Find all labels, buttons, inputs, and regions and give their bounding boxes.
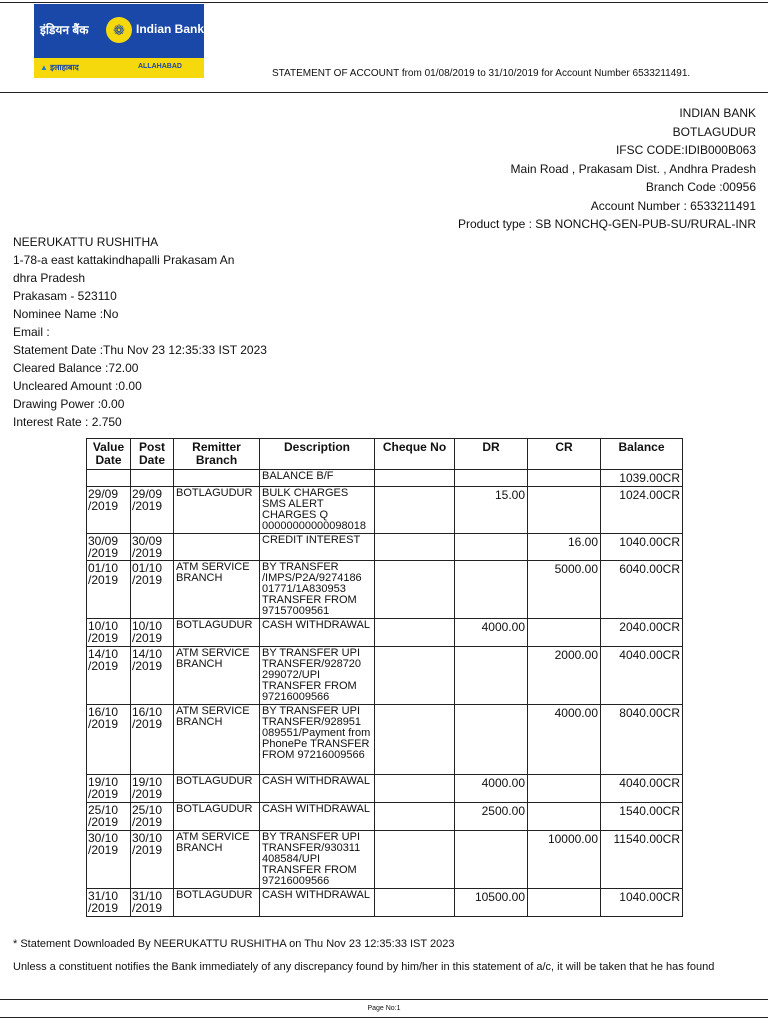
- dr-cell: [455, 470, 528, 487]
- description-cell: BY TRANSFER UPI TRANSFER/928951 089551/Payment from PhonePe TRANSFER FROM 97216009566: [260, 705, 375, 775]
- cheque-no-cell: [375, 561, 455, 619]
- remitter-branch-cell: [174, 470, 260, 487]
- value-date-cell: 30/09 /2019: [87, 534, 131, 561]
- dr-cell: 2500.00: [455, 803, 528, 831]
- cheque-no-cell: [375, 889, 455, 917]
- description-cell: BY TRANSFER UPI TRANSFER/930311 408584/UPI TRANSFER FROM 97216009566: [260, 831, 375, 889]
- remitter-branch-cell: ATM SERVICE BRANCH: [174, 647, 260, 705]
- account-number: Account Number : 6533211491: [590, 198, 756, 213]
- dr-cell: [455, 831, 528, 889]
- bank-details: [458, 104, 756, 234]
- header-description: Description: [260, 439, 375, 470]
- indian-bank-logo: [34, 4, 204, 78]
- customer-name: NEERUKATTU RUSHITHA: [13, 235, 159, 249]
- cheque-no-cell: [375, 705, 455, 775]
- dr-cell: 4000.00: [455, 775, 528, 803]
- remitter-branch-cell: BOTLAGUDUR: [174, 487, 260, 534]
- table-row: [87, 470, 683, 487]
- logo-allahabad-hindi: ▲ इलाहाबाद: [40, 63, 79, 72]
- header-cheque-no: Cheque No: [375, 439, 455, 470]
- logo-hindi-name: इंडियन बैंक: [40, 23, 89, 37]
- value-date-cell: 29/09 /2019: [87, 487, 131, 534]
- table-row: [87, 775, 683, 803]
- value-date-cell: 30/10 /2019: [87, 831, 131, 889]
- bank-branch: BOTLAGUDUR: [672, 124, 756, 139]
- value-date-cell: 10/10 /2019: [87, 619, 131, 647]
- dr-cell: [455, 647, 528, 705]
- cleared-balance: Cleared Balance :72.00: [13, 361, 139, 375]
- balance-cell: 4040.00CR: [601, 775, 683, 803]
- description-cell: BALANCE B/F: [260, 470, 375, 487]
- post-date-cell: 10/10 /2019: [131, 619, 174, 647]
- bank-emblem-icon: ❁: [106, 17, 132, 43]
- post-date-cell: [131, 470, 174, 487]
- dr-cell: [455, 561, 528, 619]
- cheque-no-cell: [375, 470, 455, 487]
- table-row: [87, 889, 683, 917]
- logo-allahabad-english: ALLAHABAD: [138, 63, 182, 70]
- table-row: [87, 647, 683, 705]
- post-date-cell: 16/10 /2019: [131, 705, 174, 775]
- balance-cell: 4040.00CR: [601, 647, 683, 705]
- remitter-branch-cell: [174, 534, 260, 561]
- customer-details: [13, 233, 267, 431]
- dr-cell: 4000.00: [455, 619, 528, 647]
- table-row: [87, 534, 683, 561]
- remitter-branch-cell: ATM SERVICE BRANCH: [174, 561, 260, 619]
- remitter-branch-cell: BOTLAGUDUR: [174, 619, 260, 647]
- transactions-table: [86, 438, 683, 917]
- balance-cell: 8040.00CR: [601, 705, 683, 775]
- balance-cell: 1039.00CR: [601, 470, 683, 487]
- header-rule: [0, 92, 768, 93]
- logo-english-name: Indian Bank: [136, 22, 204, 36]
- header-dr: DR: [455, 439, 528, 470]
- download-footnote: * Statement Downloaded By NEERUKATTU RUSHITHA on Thu Nov 23 12:35:33 IST 2023: [13, 938, 455, 950]
- header-post-date: Post Date: [131, 439, 174, 470]
- post-date-cell: 29/09 /2019: [131, 487, 174, 534]
- customer-city: Prakasam - 523110: [13, 289, 117, 303]
- balance-cell: 2040.00CR: [601, 619, 683, 647]
- value-date-cell: 01/10 /2019: [87, 561, 131, 619]
- description-cell: CREDIT INTEREST: [260, 534, 375, 561]
- remitter-branch-cell: BOTLAGUDUR: [174, 775, 260, 803]
- value-date-cell: 19/10 /2019: [87, 775, 131, 803]
- balance-cell: 1540.00CR: [601, 803, 683, 831]
- table-row: [87, 803, 683, 831]
- transactions-body: [87, 470, 683, 917]
- description-cell: CASH WITHDRAWAL: [260, 889, 375, 917]
- description-cell: CASH WITHDRAWAL: [260, 619, 375, 647]
- post-date-cell: 01/10 /2019: [131, 561, 174, 619]
- top-rule: [0, 2, 768, 3]
- cheque-no-cell: [375, 803, 455, 831]
- triangle-icon: ▲: [40, 63, 48, 72]
- page-number: Page No:1: [367, 1005, 401, 1012]
- post-date-cell: 30/10 /2019: [131, 831, 174, 889]
- cheque-no-cell: [375, 534, 455, 561]
- cheque-no-cell: [375, 831, 455, 889]
- cr-cell: 4000.00: [528, 705, 601, 775]
- table-header-row: [87, 439, 683, 470]
- value-date-cell: 25/10 /2019: [87, 803, 131, 831]
- cheque-no-cell: [375, 487, 455, 534]
- table-row: [87, 705, 683, 775]
- dr-cell: 15.00: [455, 487, 528, 534]
- customer-email: Email :: [13, 325, 50, 339]
- cr-cell: [528, 775, 601, 803]
- header-cr: CR: [528, 439, 601, 470]
- nominee-name: Nominee Name :No: [13, 307, 119, 321]
- header-value-date: Value Date: [87, 439, 131, 470]
- dr-cell: 10500.00: [455, 889, 528, 917]
- remitter-branch-cell: ATM SERVICE BRANCH: [174, 705, 260, 775]
- dr-cell: [455, 534, 528, 561]
- balance-cell: 1040.00CR: [601, 534, 683, 561]
- drawing-power: Drawing Power :0.00: [13, 397, 125, 411]
- table-row: [87, 619, 683, 647]
- balance-cell: 6040.00CR: [601, 561, 683, 619]
- product-type: Product type : SB NONCHQ-GEN-PUB-SU/RURAL-INR: [457, 217, 756, 231]
- bottom-rule: [0, 1017, 768, 1018]
- description-cell: BY TRANSFER UPI TRANSFER/928720 299072/UPI TRANSFER FROM 97216009566: [260, 647, 375, 705]
- cheque-no-cell: [375, 619, 455, 647]
- cr-cell: [528, 803, 601, 831]
- value-date-cell: 14/10 /2019: [87, 647, 131, 705]
- post-date-cell: 31/10 /2019: [131, 889, 174, 917]
- customer-address-line1: 1-78-a east kattakindhapalli Prakasam An: [13, 253, 235, 267]
- cr-cell: 10000.00: [528, 831, 601, 889]
- description-cell: BY TRANSFER /IMPS/P2A/9274186 01771/1A830953 TRANSFER FROM 97157009561: [260, 561, 375, 619]
- table-row: [87, 561, 683, 619]
- header-balance: Balance: [601, 439, 683, 470]
- table-row: [87, 831, 683, 889]
- cheque-no-cell: [375, 647, 455, 705]
- balance-cell: 1024.00CR: [601, 487, 683, 534]
- value-date-cell: [87, 470, 131, 487]
- statement-date: Statement Date :Thu Nov 23 12:35:33 IST 2023: [13, 343, 267, 357]
- description-cell: CASH WITHDRAWAL: [260, 775, 375, 803]
- cr-cell: [528, 889, 601, 917]
- cr-cell: 2000.00: [528, 647, 601, 705]
- dr-cell: [455, 705, 528, 775]
- cheque-no-cell: [375, 775, 455, 803]
- description-cell: CASH WITHDRAWAL: [260, 803, 375, 831]
- remitter-branch-cell: ATM SERVICE BRANCH: [174, 831, 260, 889]
- interest-rate: Interest Rate : 2.750: [13, 415, 122, 429]
- cr-cell: [528, 619, 601, 647]
- value-date-cell: 16/10 /2019: [87, 705, 131, 775]
- cr-cell: 16.00: [528, 534, 601, 561]
- remitter-branch-cell: BOTLAGUDUR: [174, 803, 260, 831]
- statement-title: STATEMENT OF ACCOUNT from 01/08/2019 to 31/10/2019 for Account Number 6533211491.: [272, 68, 691, 79]
- post-date-cell: 30/09 /2019: [131, 534, 174, 561]
- post-date-cell: 19/10 /2019: [131, 775, 174, 803]
- customer-address-line2: dhra Pradesh: [13, 271, 86, 285]
- table-row: [87, 487, 683, 534]
- uncleared-amount: Uncleared Amount :0.00: [13, 379, 142, 393]
- cr-cell: [528, 487, 601, 534]
- post-date-cell: 25/10 /2019: [131, 803, 174, 831]
- bank-name: INDIAN BANK: [679, 106, 756, 120]
- post-date-cell: 14/10 /2019: [131, 647, 174, 705]
- cr-cell: [528, 470, 601, 487]
- cr-cell: 5000.00: [528, 561, 601, 619]
- value-date-cell: 31/10 /2019: [87, 889, 131, 917]
- balance-cell: 11540.00CR: [601, 831, 683, 889]
- ifsc-code: IFSC CODE:IDIB000B063: [615, 143, 756, 157]
- bank-address: Main Road , Prakasam Dist. , Andhra Pradesh: [510, 161, 756, 176]
- branch-code: Branch Code :00956: [645, 180, 756, 194]
- footer-rule: [0, 999, 768, 1000]
- balance-cell: 1040.00CR: [601, 889, 683, 917]
- header-remitter-branch: Remitter Branch: [174, 439, 260, 470]
- discrepancy-notice: Unless a constituent notifies the Bank immediately of any discrepancy found by him/her in this statement of a/c, it will be taken that he has found: [13, 961, 715, 973]
- remitter-branch-cell: BOTLAGUDUR: [174, 889, 260, 917]
- description-cell: BULK CHARGES SMS ALERT CHARGES Q 00000000000098018: [260, 487, 375, 534]
